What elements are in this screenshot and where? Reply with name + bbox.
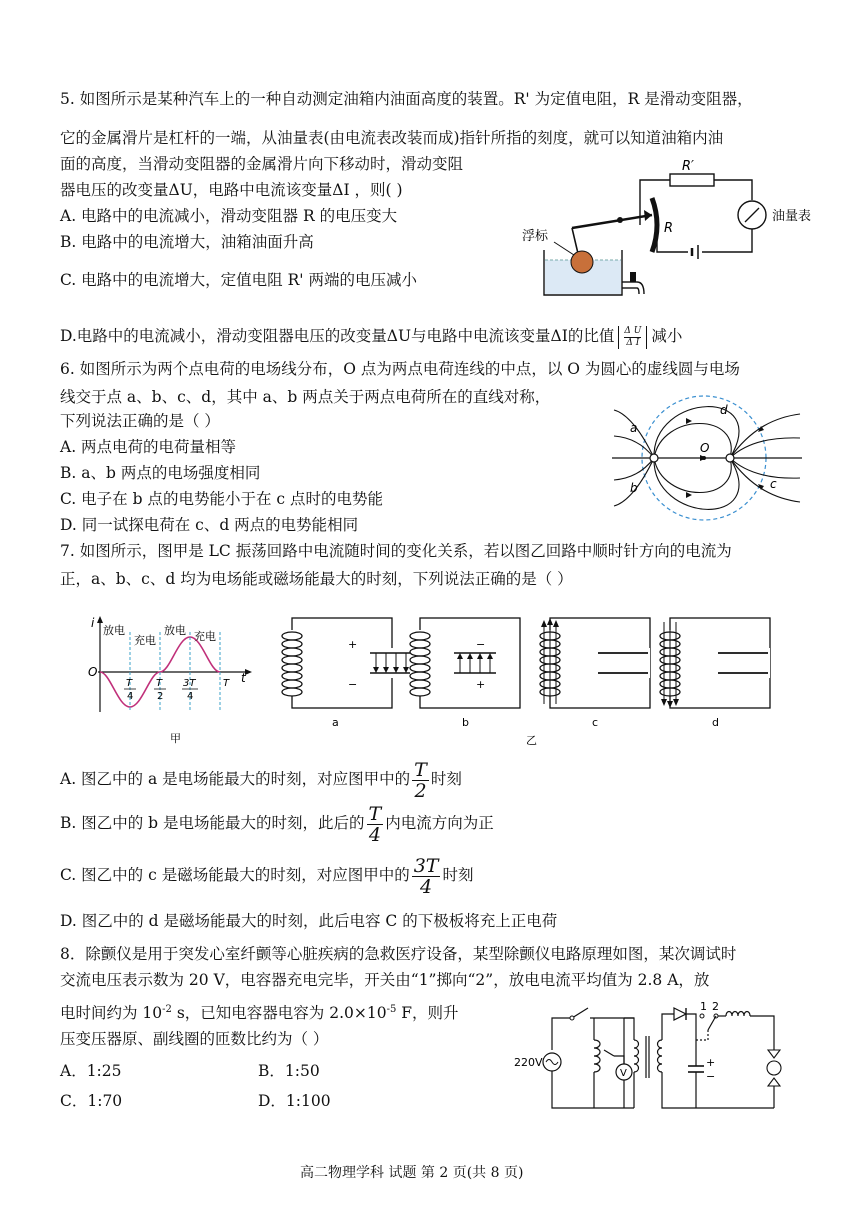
- q6-option-a: A. 两点电荷的电荷量相等: [60, 438, 237, 456]
- q7-tick-3t4-num: 3T: [183, 678, 196, 689]
- q7-tick-T: T: [223, 678, 230, 689]
- q7-option-a-den: 2: [414, 779, 427, 802]
- q5-option-b: B. 电路中的电流增大，油箱油面升高: [60, 233, 314, 251]
- q5-option-d: [60, 325, 682, 349]
- q7-option-a-text: A. 图乙中的 a 是电场能最大的时刻，对应图甲中的: [60, 770, 411, 788]
- q7-option-c-text: C. 图乙中的 c 是磁场能最大的时刻，对应图甲中的: [60, 866, 410, 884]
- q7-circuit-c: [540, 618, 650, 729]
- q6-point-c: c: [770, 477, 777, 491]
- q8-stem-line1: 8．除颤仪是用于突发心室纤颤等心脏疾病的急救医疗设备，某型除颤仪电路原理如图，某次调试时: [60, 945, 737, 963]
- q7-option-a: [60, 758, 462, 800]
- q7-a-plus: +: [348, 638, 358, 651]
- q7-option-b-den: 4: [368, 823, 381, 846]
- q5-option-d-text: D.电路中的电流减小，滑动变阻器电压的改变量ΔU与电路中电流该变量ΔI的比值: [60, 327, 615, 345]
- q5-r-label: R: [664, 221, 674, 236]
- q7-option-b: [60, 802, 494, 844]
- q8-stem-line3: [60, 999, 459, 1024]
- q6-stem-line3: 下列说法正确的是（ ）: [60, 412, 220, 430]
- q7-option-b-text: B. 图乙中的 b 是电场能最大的时刻，此后的: [60, 814, 365, 832]
- q8-stem-line2: 交流电压表示数为 20 V，电容器充电完毕，开关由“1”掷向“2”，放电电流平均值为 2.8 A，放: [60, 971, 710, 989]
- q7-label-fangdian-2: 放电: [164, 624, 186, 637]
- q5-ratio-num: Δ U: [624, 325, 642, 336]
- q5-float-label: 浮标: [522, 229, 549, 244]
- q5-meter-label: 油量表: [772, 209, 812, 224]
- q8-stem-line3-b: s，已知电容器电容为 2.0×10: [171, 1004, 387, 1023]
- q8-cap-minus: −: [706, 1070, 716, 1083]
- page-footer: 高二物理学科 试题 第 2 页(共 8 页): [300, 1165, 524, 1181]
- diode-icon: [674, 1008, 686, 1020]
- q7-circuit-c-label: c: [592, 716, 599, 729]
- q5-option-c: C. 电路中的电流增大，定值电阻 R' 两端的电压减小: [60, 271, 417, 289]
- q5-figure-fuel-gauge: [512, 160, 822, 300]
- electrode-bottom-icon: [768, 1078, 780, 1086]
- q8-exp-1: -2: [162, 1004, 172, 1015]
- q7-option-c: [60, 854, 473, 896]
- q5-stem-line4: 器电压的改变量ΔU，电路中电流该变量ΔI ，则( ): [60, 181, 403, 199]
- q7-stem-line2: 正，a、b、c、d 均为电场能或磁场能最大的时刻，下列说法正确的是（ ）: [60, 570, 573, 588]
- q6-stem-line2: 线交于点 a、b、c、d，其中 a、b 两点关于两点电荷所在的直线对称，: [60, 388, 551, 406]
- q7-tick-t4-num: T: [126, 678, 133, 689]
- q7-caption-yi: 乙: [526, 734, 537, 747]
- q8-figure-defibrillator-circuit: [512, 1000, 792, 1118]
- q8-voltmeter-label: V: [620, 1068, 627, 1079]
- q7-b-minus: −: [476, 638, 486, 651]
- q7-option-a-tail: 时刻: [430, 770, 462, 788]
- q6-point-o: O: [700, 441, 710, 455]
- q5-stem-line2: 它的金属滑片是杠杆的一端，从油量表(由电流表改装而成)指针所指的刻度，就可以知道油箱内油: [60, 129, 724, 147]
- q7-circuit-d-label: d: [712, 716, 719, 729]
- q5-ratio-fraction: [618, 326, 647, 349]
- q7-axis-i: i: [91, 616, 95, 630]
- q8-option-c: C．1:70: [60, 1092, 123, 1110]
- heart-icon: [767, 1061, 781, 1075]
- q7-tick-t2-den: 2: [157, 691, 164, 702]
- q6-point-b: b: [630, 481, 638, 495]
- q7-circuit-d: [660, 618, 770, 729]
- q8-option-d: D．1:100: [258, 1092, 331, 1110]
- q7-tick-3t4-den: 4: [187, 691, 194, 702]
- q7-axis-t: t: [241, 671, 246, 685]
- q6-option-d: D. 同一试探电荷在 c、d 两点的电势能相同: [60, 516, 359, 534]
- q7-circuit-a: [282, 618, 416, 729]
- q6-point-a: a: [630, 421, 638, 435]
- q7-a-minus: −: [348, 678, 358, 691]
- q7-stem-line1: 7. 如图所示，图甲是 LC 振荡回路中电流随时间的变化关系，若以图乙回路中顺时针方向的电流为: [60, 542, 732, 560]
- q8-stem-line3-a: 电时间约为 10: [60, 1004, 163, 1023]
- q5-option-a: A. 电路中的电流减小，滑动变阻器 R 的电压变大: [60, 207, 398, 225]
- q8-option-a: A．1:25: [60, 1062, 122, 1080]
- q7-circuit-b: [410, 618, 520, 729]
- q8-source-label: 220V: [514, 1056, 543, 1069]
- q7-figure-jia-current-graph: [88, 612, 258, 747]
- q7-option-b-fraction: [367, 804, 384, 845]
- q6-option-b: B. a、b 两点的电场强度相同: [60, 464, 261, 482]
- q7-tick-t4-den: 4: [127, 691, 134, 702]
- q7-option-c-num: 3T: [413, 854, 439, 877]
- q8-option-b: B．1:50: [258, 1062, 320, 1080]
- q6-point-d: d: [720, 403, 728, 417]
- q7-circuit-a-label: a: [332, 716, 339, 729]
- q6-figure-field-lines: [612, 392, 802, 532]
- q7-origin: O: [88, 665, 98, 679]
- q7-caption-jia: 甲: [170, 732, 181, 745]
- q7-option-d: D. 图乙中的 d 是磁场能最大的时刻，此后电容 C 的下极板将充上正电荷: [60, 912, 558, 930]
- q7-option-a-fraction: [412, 760, 429, 801]
- q5-option-d-tail: 减小: [651, 327, 683, 345]
- q5-ratio-den: Δ I: [626, 337, 640, 348]
- q7-label-fangdian-1: 放电: [103, 624, 125, 637]
- q5-rprime-label: R′: [682, 160, 694, 174]
- q5-stem-line1: 5. 如图所示是某种汽车上的一种自动测定油箱内油面高度的装置。R' 为定值电阻，R 是滑动变阻器，: [60, 90, 753, 108]
- q5-stem-line3: 面的高度，当滑动变阻器的金属滑片向下移动时，滑动变阻: [60, 155, 464, 173]
- q8-exp-2: -5: [386, 1004, 397, 1015]
- q7-tick-t2-num: T: [156, 678, 163, 689]
- q8-stem-line3-c: F，则升: [396, 1004, 459, 1023]
- q8-switch-pos-2: 2: [712, 1000, 719, 1013]
- q7-option-a-num: T: [414, 758, 427, 781]
- q7-option-b-tail: 内电流方向为正: [385, 814, 494, 832]
- q7-option-b-num: T: [368, 802, 382, 825]
- q8-stem-line4: 压变压器原、副线圈的匝数比约为（ ）: [60, 1030, 329, 1048]
- q7-label-chongdian-1: 充电: [134, 634, 156, 647]
- q8-cap-plus: +: [706, 1056, 716, 1069]
- q6-stem-line1: 6. 如图所示为两个点电荷的电场线分布，O 点为两点电荷连线的中点，以 O 为圆心的虚线圆与电场: [60, 360, 740, 378]
- q7-option-c-fraction: [412, 856, 441, 897]
- q7-option-c-den: 4: [420, 875, 433, 898]
- q7-label-chongdian-2: 充电: [194, 630, 216, 643]
- q7-option-c-tail: 时刻: [442, 866, 474, 884]
- q7-circuit-b-label: b: [462, 716, 469, 729]
- q7-b-plus: +: [476, 678, 486, 691]
- electrode-top-icon: [768, 1050, 780, 1058]
- q8-switch-pos-1: 1: [700, 1000, 707, 1013]
- q7-figure-yi-circuits: [270, 608, 790, 748]
- q6-option-c: C. 电子在 b 点的电势能小于在 c 点时的电势能: [60, 490, 383, 508]
